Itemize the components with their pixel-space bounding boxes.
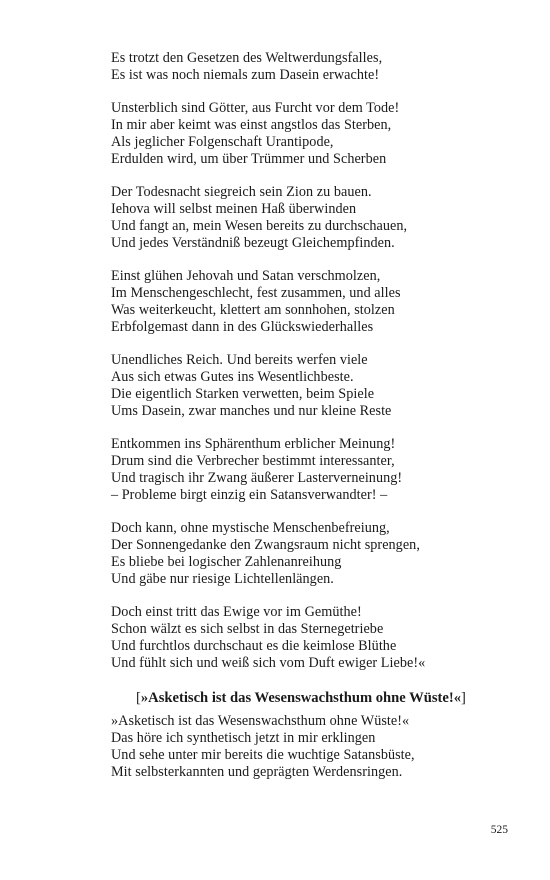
heading-open-bracket: [ — [136, 690, 141, 707]
verse-line: In mir aber keimt was einst angstlos das Sterben, — [111, 117, 392, 134]
verse-line: Und jedes Verständniß bezeugt Gleichempfinden. — [111, 234, 395, 251]
verse-line: Und gäbe nur riesige Lichtellenlängen. — [111, 570, 334, 587]
heading-title: »Asketisch ist das Wesenswachsthum ohne Wüste!« — [140, 690, 462, 707]
verse-line: Schon wälzt es sich selbst in das Sternegetriebe — [111, 621, 384, 638]
heading-close-bracket: ] — [461, 690, 466, 707]
verse-line: Und fühlt sich und weiß sich vom Duft ewiger Liebe!« — [111, 654, 426, 671]
verse-line: Und sehe unter mir bereits die wuchtige Satansbüste, — [111, 747, 415, 764]
verse-line: Und tragisch ihr Zwang äußerer Lasterverneinung! — [111, 469, 403, 486]
verse-line: Es trotzt den Gesetzen des Weltwerdungsfalles, — [111, 50, 383, 66]
verse-line: Entkommen ins Sphärenthum erblicher Meinung! — [111, 436, 396, 453]
verse-line: »Asketisch ist das Wesenswachsthum ohne Wüste!« — [111, 713, 410, 730]
verse-line: Mit selbsterkannten und geprägten Werdensringen. — [111, 763, 403, 780]
verse-line: Das höre ich synthetisch jetzt in mir erklingen — [111, 730, 376, 747]
stanza-5 — [111, 352, 511, 419]
stanza-3 — [111, 184, 511, 251]
verse-line: Es ist was noch niemals zum Dasein erwachte! — [111, 66, 380, 83]
verse-line: Einst glühen Jehovah und Satan verschmolzen, — [111, 268, 381, 285]
stanza-6 — [111, 436, 511, 503]
poem-heading — [136, 690, 511, 707]
verse-line: – Probleme birgt einzig ein Satansverwandter! – — [111, 486, 388, 503]
stanza-2 — [111, 100, 511, 167]
poem-page — [111, 50, 511, 781]
stanza-4 — [111, 268, 511, 335]
verse-line: Der Todesnacht siegreich sein Zion zu bauen. — [111, 184, 372, 201]
verse-line: Im Menschengeschlecht, fest zusammen, und alles — [111, 285, 401, 302]
verse-line: Unsterblich sind Götter, aus Furcht vor dem Tode! — [111, 100, 400, 117]
verse-line: Die eigentlich Starken verwetten, beim Spiele — [111, 385, 375, 402]
verse-line: Unendliches Reich. Und bereits werfen viele — [111, 352, 368, 369]
verse-line: Was weiterkeucht, klettert am sonnhohen, stolzen — [111, 301, 395, 318]
final-stanza — [111, 713, 511, 780]
verse-line: Als jeglicher Folgenschaft Urantipode, — [111, 133, 334, 150]
stanza-8 — [111, 604, 511, 671]
verse-line: Der Sonnengedanke den Zwangsraum nicht sprengen, — [111, 537, 420, 554]
verse-line: Iehova will selbst meinen Haß überwinden — [111, 201, 357, 218]
verse-line: Und furchtlos durchschaut es die keimlose Blüthe — [111, 637, 397, 654]
verse-line: Doch kann, ohne mystische Menschenbefreiung, — [111, 520, 390, 537]
verse-line: Und fangt an, mein Wesen bereits zu durchschauen, — [111, 217, 408, 234]
page-number: 525 — [490, 824, 508, 836]
verse-line: Doch einst tritt das Ewige vor im Gemüthe! — [111, 604, 362, 621]
verse-line: Ums Dasein, zwar manches und nur kleine Reste — [111, 402, 392, 419]
verse-line: Drum sind die Verbrecher bestimmt interessanter, — [111, 453, 395, 470]
verse-line: Aus sich etwas Gutes ins Wesentlichbeste. — [111, 369, 354, 386]
verse-line: Erbfolgemast dann in des Glückswiederhalles — [111, 318, 374, 335]
stanza-7 — [111, 520, 511, 587]
stanza-1 — [111, 50, 511, 84]
verse-line: Erdulden wird, um über Trümmer und Scherben — [111, 150, 387, 167]
verse-line: Es bliebe bei logischer Zahlenanreihung — [111, 553, 342, 570]
